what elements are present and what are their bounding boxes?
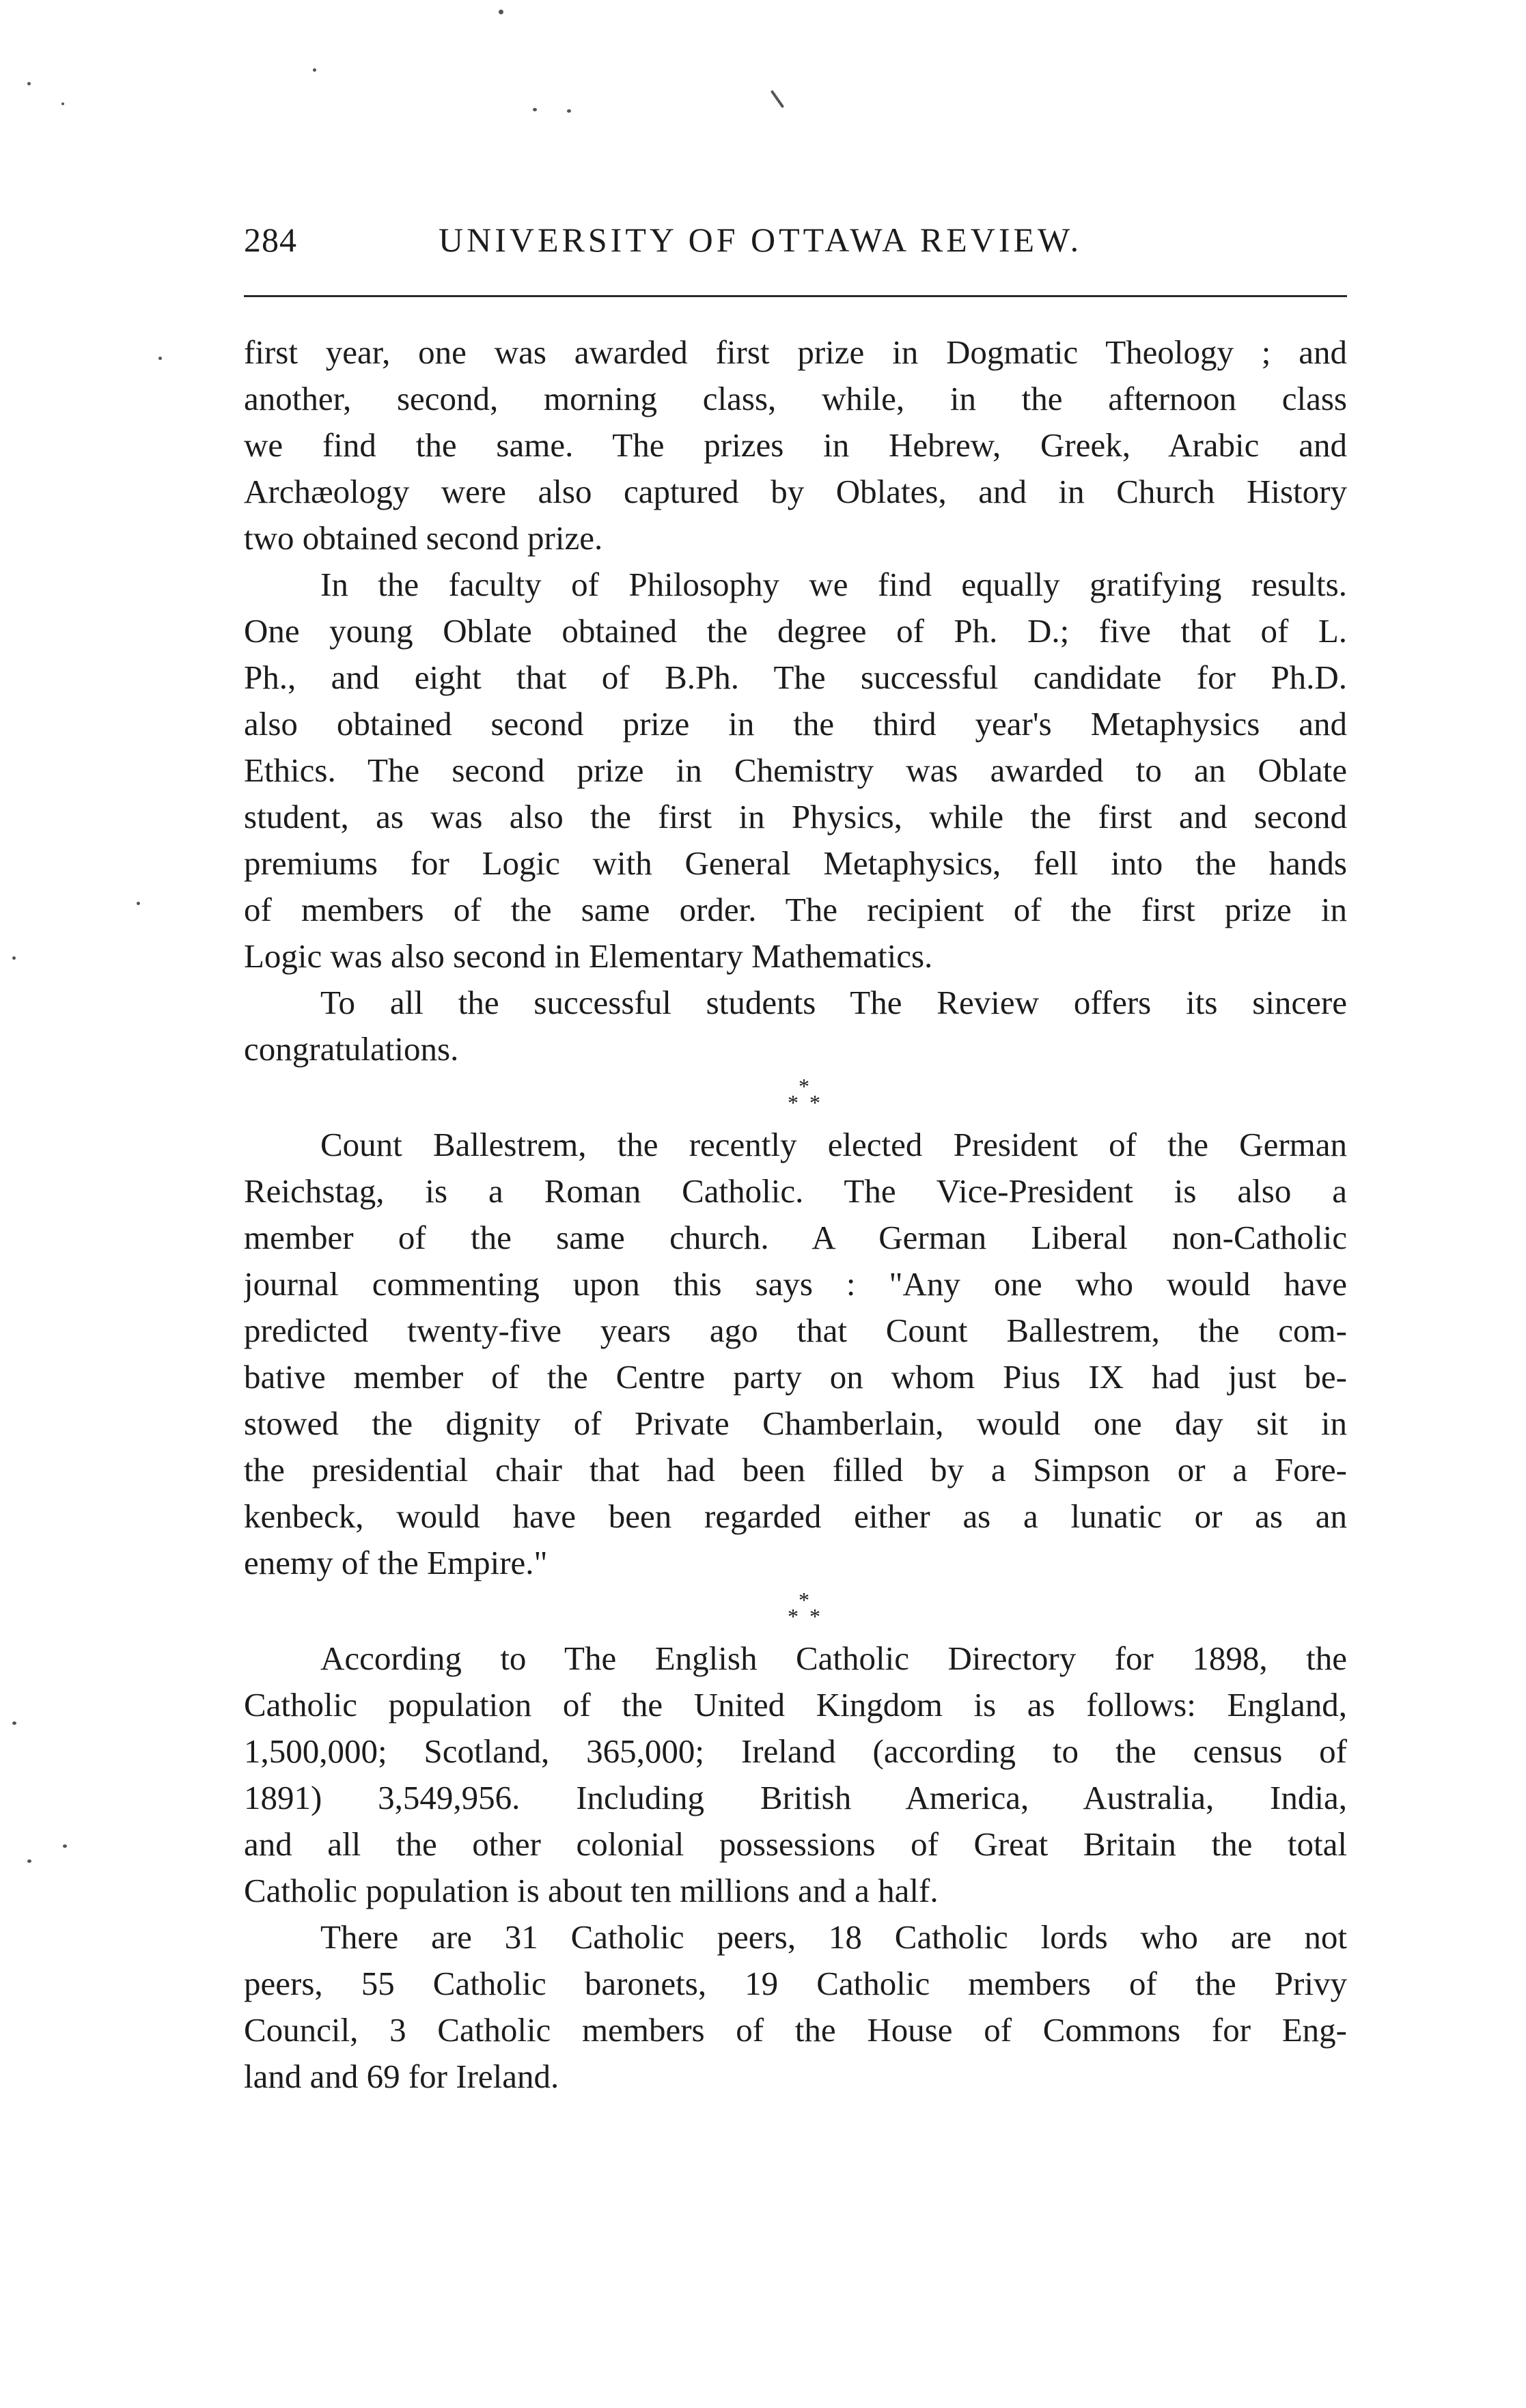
header-rule	[244, 295, 1347, 297]
paragraph	[244, 1122, 1347, 1586]
text-line: kenbeck, would have been regarded either as a lunatic or as an	[244, 1497, 1347, 1535]
scan-speck	[567, 109, 571, 113]
text-line: Count Ballestrem, the recently elected President of the German	[320, 1126, 1347, 1163]
text-line: enemy of the Empire."	[244, 1544, 548, 1581]
scan-speck	[137, 902, 140, 905]
paragraph	[244, 1635, 1347, 1914]
scan-speck	[27, 82, 31, 85]
text-line: Logic was also second in Elementary Mathematics.	[244, 937, 933, 975]
text-line: Council, 3 Catholic members of the House of Commons for Eng-	[244, 2011, 1347, 2049]
scan-speck	[158, 357, 162, 360]
paragraph	[244, 980, 1347, 1072]
text-line: According to The English Catholic Directory for 1898, the	[320, 1639, 1347, 1677]
asterism-star: *	[809, 1604, 820, 1629]
body-text	[244, 329, 1347, 2100]
text-line: of members of the same order. The recipient of the first prize in	[244, 891, 1347, 928]
asterism-star: *	[799, 1588, 809, 1612]
text-line: another, second, morning class, while, in the afternoon class	[244, 380, 1347, 417]
text-line: 1891) 3,549,956. Including British America, Australia, India,	[244, 1779, 1347, 1816]
asterism-star: *	[799, 1074, 809, 1098]
text-line: One young Oblate obtained the degree of Ph. D.; five that of L.	[244, 612, 1347, 650]
text-line: There are 31 Catholic peers, 18 Catholic lords who are not	[320, 1918, 1347, 1956]
text-line: congratulations.	[244, 1030, 459, 1068]
text-line: 1,500,000; Scotland, 365,000; Ireland (according to the census of	[244, 1732, 1347, 1770]
text-line: land and 69 for Ireland.	[244, 2058, 559, 2095]
text-line: To all the successful students The Review offers its sincere	[320, 984, 1347, 1021]
scan-speck	[533, 108, 537, 111]
scan-speck	[313, 68, 316, 72]
page-number: 284	[244, 221, 297, 259]
asterism-star: *	[788, 1090, 799, 1115]
text-line: Archæology were also captured by Oblates, and in Church History	[244, 473, 1347, 510]
text-line: Ethics. The second prize in Chemistry was awarded to an Oblate	[244, 751, 1347, 789]
text-line: we find the same. The prizes in Hebrew, Greek, Arabic and	[244, 426, 1347, 464]
text-line: student, as was also the first in Physics, while the first and second	[244, 798, 1347, 835]
scan-speck	[12, 1721, 16, 1725]
text-line: the presidential chair that had been filled by a Simpson or a Fore-	[244, 1451, 1347, 1489]
text-line: Ph., and eight that of B.Ph. The successful candidate for Ph.D.	[244, 659, 1347, 696]
scan-speck	[771, 90, 784, 109]
asterism-star: *	[788, 1604, 799, 1629]
page-header	[244, 220, 1347, 275]
paragraph	[244, 1914, 1347, 2100]
text-line: premiums for Logic with General Metaphysics, fell into the hands	[244, 844, 1347, 882]
text-line: peers, 55 Catholic baronets, 19 Catholic members of the Privy	[244, 1965, 1347, 2002]
paragraph	[244, 329, 1347, 562]
text-line: Reichstag, is a Roman Catholic. The Vice-President is also a	[244, 1172, 1347, 1210]
scan-speck	[12, 956, 16, 960]
text-line: bative member of the Centre party on whom Pius IX had just be-	[244, 1358, 1347, 1396]
asterism	[244, 1586, 1347, 1635]
text-line: and all the other colonial possessions of Great Britain the total	[244, 1825, 1347, 1863]
text-line: two obtained second prize.	[244, 519, 603, 557]
text-line: journal commenting upon this says : "Any one who would have	[244, 1265, 1347, 1303]
text-line: In the faculty of Philosophy we find equally gratifying results.	[320, 566, 1347, 603]
scan-speck	[499, 10, 503, 14]
paragraph	[244, 562, 1347, 980]
text-line: member of the same church. A German Liberal non-Catholic	[244, 1219, 1347, 1256]
text-line: Catholic population is about ten millions and a half.	[244, 1872, 939, 1909]
text-line: predicted twenty-five years ago that Count Ballestrem, the com-	[244, 1312, 1347, 1349]
text-line: stowed the dignity of Private Chamberlain, would one day sit in	[244, 1404, 1347, 1442]
text-line: Catholic population of the United Kingdom is as follows: England,	[244, 1686, 1347, 1724]
asterism-star: *	[809, 1090, 820, 1115]
running-head: UNIVERSITY OF OTTAWA REVIEW.	[439, 221, 1083, 259]
text-line: also obtained second prize in the third year's Metaphysics and	[244, 705, 1347, 743]
scan-speck	[61, 102, 64, 105]
scan-speck	[27, 1859, 31, 1863]
asterism	[244, 1072, 1347, 1122]
scan-speck	[63, 1844, 67, 1848]
text-line: first year, one was awarded first prize in Dogmatic Theology ; and	[244, 333, 1347, 371]
